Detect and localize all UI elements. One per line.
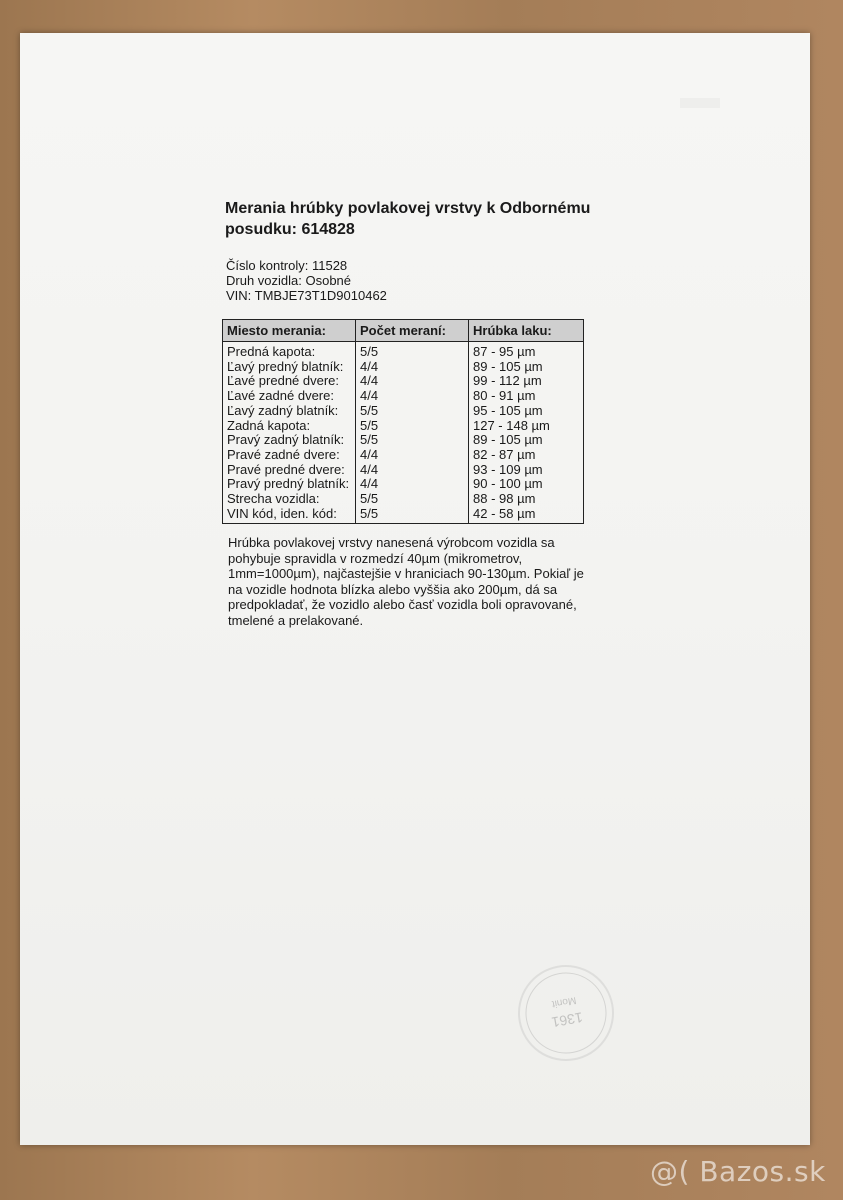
document-title: Merania hrúbky povlakovej vrstvy k Odbornému posudku: 614828	[225, 200, 591, 238]
svg-text:Monit: Monit	[551, 994, 577, 1010]
location-cell: Ľavý predný blatník:	[223, 360, 356, 375]
table-header-row	[223, 320, 584, 342]
location-cell: Ľavý zadný blatník:	[223, 404, 356, 419]
location-cell: Zadná kapota:	[223, 419, 356, 434]
count-cell: 5/5	[356, 342, 469, 360]
table-row	[223, 389, 584, 404]
thickness-cell: 99 - 112 µm	[469, 374, 584, 389]
location-cell: Pravý zadný blatník:	[223, 433, 356, 448]
header-thickness: Hrúbka laku:	[469, 320, 584, 342]
stamp-graphic	[513, 960, 620, 1067]
document-meta	[226, 258, 387, 303]
count-cell: 5/5	[356, 507, 469, 524]
thickness-cell: 93 - 109 µm	[469, 463, 584, 478]
location-cell: Strecha vozidla:	[223, 492, 356, 507]
table-row	[223, 374, 584, 389]
table-row	[223, 419, 584, 434]
thickness-cell: 89 - 105 µm	[469, 433, 584, 448]
table-row	[223, 404, 584, 419]
control-number: Číslo kontroly: 11528	[226, 258, 348, 273]
count-cell: 4/4	[356, 389, 469, 404]
svg-text:1361: 1361	[550, 1009, 584, 1031]
vin-number: VIN: TMBJE73T1D9010462	[226, 288, 387, 303]
bleed-through-mark	[680, 98, 720, 108]
vehicle-type: Druh vozidla: Osobné	[226, 273, 352, 288]
table-row	[223, 463, 584, 478]
thickness-cell: 89 - 105 µm	[469, 360, 584, 375]
location-cell: Pravé predné dvere:	[223, 463, 356, 478]
count-cell: 4/4	[356, 374, 469, 389]
explanatory-note: Hrúbka povlakovej vrstvy nanesená výrobcom vozidla sa pohybuje spravidla v rozmedzí 40µm (mikrometrov, 1mm=1000µm), najčastejšie v hraniciach 90-130µm. Pokiaľ je na vozidle hodnota blízka alebo vyššia ako 200µm, dá sa predpokladať, že vozidlo alebo časť vozidla boli opravované, tmelené a prelakované.	[228, 535, 584, 628]
watermark-text: Bazos.sk	[699, 1155, 826, 1188]
thickness-cell: 88 - 98 µm	[469, 492, 584, 507]
thickness-cell: 42 - 58 µm	[469, 507, 584, 524]
header-location: Miesto merania:	[223, 320, 356, 342]
table-row	[223, 507, 584, 524]
count-cell: 5/5	[356, 433, 469, 448]
thickness-cell: 95 - 105 µm	[469, 404, 584, 419]
at-sign-icon: @(	[650, 1155, 690, 1188]
count-cell: 4/4	[356, 477, 469, 492]
count-cell: 4/4	[356, 360, 469, 375]
stamp-seal	[510, 957, 621, 1068]
table-row	[223, 433, 584, 448]
count-cell: 5/5	[356, 419, 469, 434]
thickness-cell: 127 - 148 µm	[469, 419, 584, 434]
location-cell: Ľavé predné dvere:	[223, 374, 356, 389]
table-row	[223, 448, 584, 463]
thickness-cell: 87 - 95 µm	[469, 342, 584, 360]
table-row	[223, 342, 584, 360]
count-cell: 5/5	[356, 492, 469, 507]
header-count: Počet meraní:	[356, 320, 469, 342]
thickness-cell: 90 - 100 µm	[469, 477, 584, 492]
count-cell: 4/4	[356, 463, 469, 478]
count-cell: 4/4	[356, 448, 469, 463]
thickness-cell: 80 - 91 µm	[469, 389, 584, 404]
measurement-table	[222, 319, 584, 524]
location-cell: VIN kód, iden. kód:	[223, 507, 356, 524]
location-cell: Pravý predný blatník:	[223, 477, 356, 492]
table-row	[223, 477, 584, 492]
bazos-watermark	[650, 1155, 826, 1188]
thickness-cell: 82 - 87 µm	[469, 448, 584, 463]
count-cell: 5/5	[356, 404, 469, 419]
location-cell: Pravé zadné dvere:	[223, 448, 356, 463]
table-row	[223, 360, 584, 375]
location-cell: Predná kapota:	[223, 342, 356, 360]
table-row	[223, 492, 584, 507]
location-cell: Ľavé zadné dvere:	[223, 389, 356, 404]
